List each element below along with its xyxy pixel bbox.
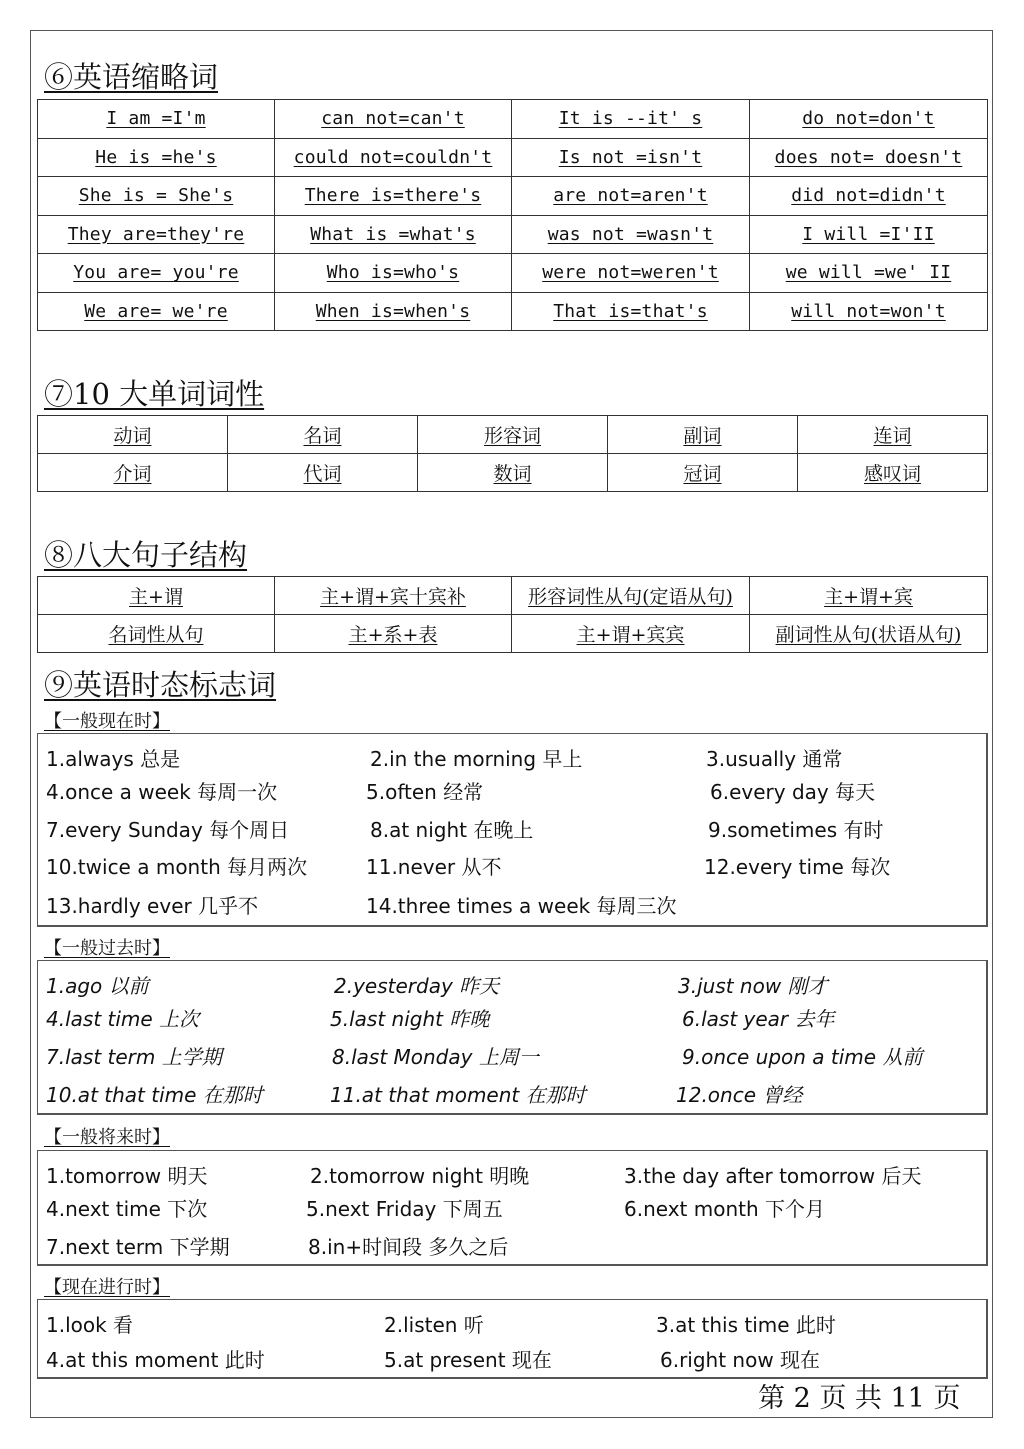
- abbreviation-text: Who is=who's: [326, 262, 460, 284]
- part-of-speech-text: 感叹词: [863, 463, 921, 485]
- part-of-speech-cell: [798, 454, 988, 492]
- section-title-parts-of-speech: ⑦10 大单词词性: [44, 377, 265, 411]
- sentence-structure-cell: [275, 615, 512, 653]
- tense-marker-item: 6.next month 下个月: [624, 1197, 826, 1221]
- section-title-tense-markers: ⑨英语时态标志词: [44, 668, 277, 702]
- tense-marker-item: 12.once 曾经: [676, 1083, 803, 1107]
- abbreviation-row: [38, 138, 988, 177]
- tense-marker-item: 10.at that time 在那时: [46, 1083, 263, 1107]
- abbreviation-text: Is not =isn't: [558, 146, 703, 168]
- tense-marker-item: 12.every time 每次: [704, 855, 891, 879]
- abbreviation-cell: [750, 100, 988, 139]
- tense-marker-item: 11.at that moment 在那时: [330, 1083, 586, 1107]
- tense-marker-item: 9.once upon a time 从前: [682, 1045, 923, 1069]
- tense-marker-item: 2.listen 听: [384, 1313, 484, 1337]
- part-of-speech-cell: [608, 416, 798, 454]
- box-simple-past: [37, 960, 988, 1115]
- part-of-speech-text: 冠词: [683, 463, 722, 485]
- abbreviation-text: They are=they're: [67, 223, 245, 245]
- abbreviation-text: You are= you're: [73, 262, 239, 284]
- tense-marker-item: 13.hardly ever 几乎不: [46, 894, 259, 918]
- sentence-structure-text: 形容词性从句(定语从句): [528, 586, 733, 608]
- part-of-speech-cell: [38, 454, 228, 492]
- abbreviation-cell: [275, 138, 512, 177]
- sentence-structure-text: 主+谓: [129, 586, 183, 608]
- tense-marker-item: 8.last Monday 上周一: [332, 1045, 539, 1069]
- abbreviation-text: are not=aren't: [553, 185, 708, 207]
- sentence-structure-cell: [38, 577, 275, 615]
- tense-marker-item: 9.sometimes 有时: [708, 818, 884, 842]
- section-title-abbreviations: ⑥英语缩略词: [44, 60, 219, 94]
- tense-marker-item: 1.tomorrow 明天: [46, 1164, 208, 1188]
- abbreviation-text: It is --it' s: [558, 108, 703, 130]
- abbreviation-cell: [750, 292, 988, 331]
- tense-marker-item: 3.just now 刚才: [678, 974, 828, 998]
- abbreviation-cell: [750, 177, 988, 216]
- part-of-speech-text: 连词: [873, 425, 912, 447]
- abbreviation-cell: [275, 292, 512, 331]
- abbreviation-cell: [38, 254, 275, 293]
- abbreviation-cell: [275, 100, 512, 139]
- abbreviation-cell: [38, 292, 275, 331]
- abbreviation-text: were not=weren't: [542, 262, 719, 284]
- tense-marker-item: 6.last year 去年: [682, 1007, 835, 1031]
- abbreviation-cell: [750, 254, 988, 293]
- abbreviation-cell: [512, 254, 750, 293]
- label-simple-future: 【一般将来时】: [44, 1127, 170, 1148]
- abbreviation-cell: [38, 215, 275, 254]
- abbreviation-cell: [38, 177, 275, 216]
- tense-marker-item: 7.last term 上学期: [46, 1045, 222, 1069]
- abbreviation-text: can not=can't: [321, 108, 465, 130]
- sentence-structure-cell: [512, 615, 750, 653]
- abbreviation-text: I am =I'm: [106, 108, 206, 130]
- abbreviation-text: We are= we're: [84, 300, 228, 322]
- tense-marker-item: 3.usually 通常: [706, 747, 843, 771]
- tense-marker-item: 2.tomorrow night 明晚: [310, 1164, 530, 1188]
- part-of-speech-cell: [228, 454, 418, 492]
- tense-marker-item: 8.at night 在晚上: [370, 818, 534, 842]
- sentence-structure-text: 主+谓+宾十宾补: [320, 586, 466, 608]
- abbreviation-text: I will =I'II: [802, 223, 935, 245]
- tense-marker-item: 14.three times a week 每周三次: [366, 894, 677, 918]
- tense-marker-item: 7.every Sunday 每个周日: [46, 818, 290, 842]
- part-of-speech-cell: [798, 416, 988, 454]
- sentence-structure-row: [38, 615, 988, 653]
- abbreviation-text: did not=didn't: [791, 185, 946, 207]
- sentence-structure-cell: [275, 577, 512, 615]
- part-of-speech-text: 数词: [493, 463, 532, 485]
- abbreviations-table: [37, 99, 988, 331]
- part-of-speech-text: 代词: [303, 463, 342, 485]
- tense-marker-item: 4.last time 上次: [46, 1007, 200, 1031]
- abbreviation-text: There is=there's: [304, 185, 482, 207]
- abbreviation-row: [38, 254, 988, 293]
- box-simple-present: [37, 733, 988, 927]
- sentence-structure-text: 副词性从句(状语从句): [775, 624, 962, 646]
- abbreviation-text: She is = She's: [78, 185, 234, 207]
- part-of-speech-cell: [418, 454, 608, 492]
- abbreviation-cell: [38, 138, 275, 177]
- abbreviation-cell: [275, 215, 512, 254]
- abbreviation-cell: [512, 215, 750, 254]
- tense-marker-item: 3.at this time 此时: [656, 1313, 836, 1337]
- tense-marker-item: 1.look 看: [46, 1313, 134, 1337]
- sentence-structure-text: 主+谓+宾: [824, 586, 913, 608]
- abbreviation-cell: [38, 100, 275, 139]
- abbreviation-row: [38, 215, 988, 254]
- part-of-speech-row: [38, 416, 988, 454]
- parts-of-speech-table: [37, 415, 988, 492]
- part-of-speech-text: 动词: [113, 425, 152, 447]
- abbreviation-text: He is =he's: [95, 146, 217, 168]
- label-simple-past: 【一般过去时】: [44, 938, 170, 959]
- tense-marker-item: 5.next Friday 下周五: [306, 1197, 503, 1221]
- abbreviation-text: What is =what's: [310, 223, 476, 245]
- tense-marker-item: 2.in the morning 早上: [370, 747, 583, 771]
- tense-marker-item: 8.in+时间段 多久之后: [308, 1235, 509, 1259]
- abbreviation-cell: [512, 292, 750, 331]
- label-present-continuous: 【现在进行时】: [44, 1277, 170, 1298]
- part-of-speech-text: 名词: [303, 425, 342, 447]
- abbreviation-cell: [275, 177, 512, 216]
- tense-marker-item: 11.never 从不: [366, 855, 502, 879]
- part-of-speech-cell: [228, 416, 418, 454]
- tense-marker-item: 4.once a week 每周一次: [46, 780, 278, 804]
- tense-marker-item: 4.next time 下次: [46, 1197, 208, 1221]
- abbreviation-row: [38, 292, 988, 331]
- part-of-speech-text: 介词: [113, 463, 152, 485]
- sentence-structure-cell: [750, 615, 988, 653]
- sentence-structure-cell: [512, 577, 750, 615]
- tense-marker-item: 2.yesterday 昨天: [334, 974, 500, 998]
- abbreviation-text: do not=don't: [802, 108, 935, 130]
- section-title-sentence-structures: ⑧八大句子结构: [44, 538, 248, 572]
- tense-marker-item: 10.twice a month 每月两次: [46, 855, 308, 879]
- abbreviation-row: [38, 177, 988, 216]
- part-of-speech-cell: [608, 454, 798, 492]
- tense-marker-item: 4.at this moment 此时: [46, 1348, 265, 1372]
- abbreviation-cell: [750, 138, 988, 177]
- tense-marker-item: 1.always 总是: [46, 747, 181, 771]
- part-of-speech-cell: [38, 416, 228, 454]
- label-simple-present: 【一般现在时】: [44, 711, 170, 732]
- abbreviation-text: will not=won't: [791, 300, 946, 322]
- sentence-structure-cell: [38, 615, 275, 653]
- page-number-footer: 第 2 页 共 11 页: [758, 1383, 961, 1414]
- abbreviation-text: was not =wasn't: [547, 223, 714, 245]
- part-of-speech-text: 形容词: [483, 425, 541, 447]
- tense-marker-item: 5.often 经常: [366, 780, 484, 804]
- abbreviation-cell: [275, 254, 512, 293]
- sentence-structure-text: 名词性从句: [108, 624, 204, 646]
- abbreviation-text: does not= doesn't: [774, 146, 963, 168]
- box-present-continuous: [37, 1299, 988, 1379]
- abbreviation-text: we will =we' II: [785, 262, 952, 284]
- sentence-structure-row: [38, 577, 988, 615]
- abbreviation-cell: [750, 215, 988, 254]
- tense-marker-item: 3.the day after tomorrow 后天: [624, 1164, 922, 1188]
- abbreviation-text: could not=couldn't: [293, 146, 493, 168]
- abbreviation-row: [38, 100, 988, 139]
- part-of-speech-text: 副词: [683, 425, 722, 447]
- box-simple-future: [37, 1150, 988, 1266]
- sentence-structure-cell: [750, 577, 988, 615]
- part-of-speech-row: [38, 454, 988, 492]
- abbreviation-text: When is=when's: [315, 300, 471, 322]
- abbreviation-cell: [512, 138, 750, 177]
- tense-marker-item: 6.every day 每天: [710, 780, 876, 804]
- abbreviation-cell: [512, 177, 750, 216]
- part-of-speech-cell: [418, 416, 608, 454]
- tense-marker-item: 5.last night 昨晚: [330, 1007, 490, 1031]
- sentence-structures-table: [37, 576, 988, 653]
- tense-marker-item: 1.ago 以前: [46, 974, 149, 998]
- tense-marker-item: 5.at present 现在: [384, 1348, 552, 1372]
- abbreviation-cell: [512, 100, 750, 139]
- tense-marker-item: 7.next term 下学期: [46, 1235, 230, 1259]
- abbreviation-text: That is=that's: [553, 300, 708, 322]
- tense-marker-item: 6.right now 现在: [660, 1348, 821, 1372]
- sentence-structure-text: 主+谓+宾宾: [576, 624, 685, 646]
- sentence-structure-text: 主+系+表: [348, 624, 438, 646]
